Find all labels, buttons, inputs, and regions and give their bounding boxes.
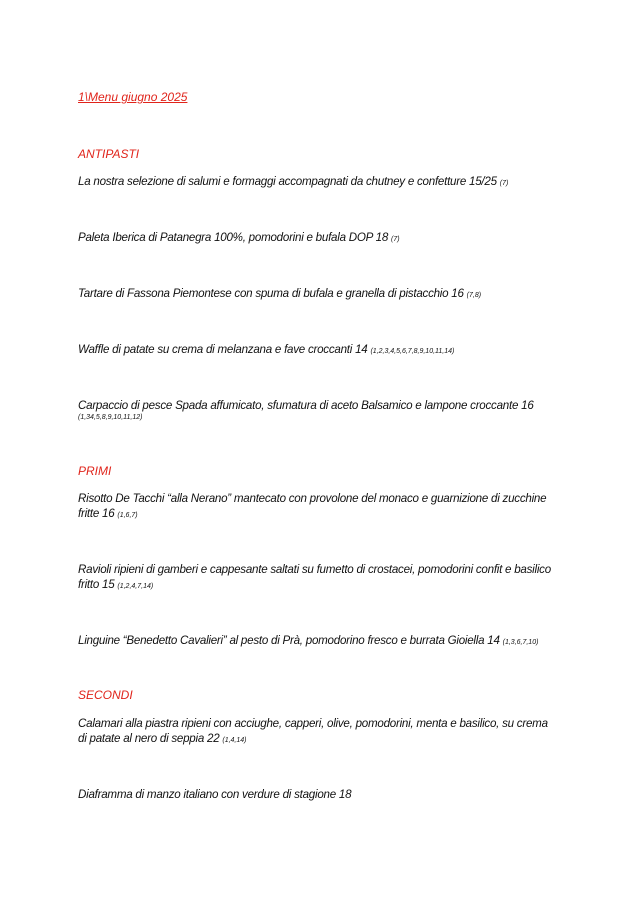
menu-item <box>78 230 568 247</box>
section-antipasti: ANTIPASTI <box>78 147 140 161</box>
item-text: Tartare di Fassona Piemontese con spuma di bufala e granella di pistacchio 16 <box>78 287 467 300</box>
menu-item <box>78 716 548 748</box>
menu-item <box>78 787 568 804</box>
item-allergens: (7) <box>499 180 509 187</box>
menu-item <box>78 174 568 191</box>
item-text: Ravioli ripieni di gamberi e cappesante saltati su fumetto di crostacei, pomodorini confit e basilico fritto 15 <box>78 563 551 591</box>
item-text: La nostra selezione di salumi e formaggi accompagnati da chutney e confetture 15/25 <box>78 175 500 188</box>
item-text: Paleta Iberica di Patanegra 100%, pomodorini e bufala DOP 18 <box>78 231 392 244</box>
item-text: Risotto De Tacchi “alla Nerano” mantecato con provolone del monaco e guarnizione di zucchine fritte 16 <box>78 492 547 520</box>
item-text: Linguine “Benedetto Cavalieri” al pesto di Prà, pomodorino fresco e burrata Gioiella 14 <box>78 634 503 647</box>
item-allergens: (1,2,4,7,14) <box>117 583 154 590</box>
item-allergens: (1,6,7) <box>117 512 138 519</box>
section-primi: PRIMI <box>78 464 112 478</box>
menu-item <box>78 562 568 594</box>
menu-item <box>78 491 568 523</box>
item-text: Waffle di patate su crema di melanzana e fave croccanti 14 <box>78 343 371 356</box>
menu-title: 1\Menu giugno 2025 <box>78 90 188 104</box>
item-allergens: (1,3,6,7,10) <box>502 639 539 646</box>
item-allergens: (1,34,5,8,9,10,11,12) <box>78 414 143 421</box>
item-text: Carpaccio di pesce Spada affumicato, sfumatura di aceto Balsamico e lampone croccante 16 <box>78 399 534 412</box>
menu-item <box>78 342 568 359</box>
item-text: Calamari alla piastra ripieni con acciughe, capperi, olive, pomodorini, menta e basilico, su crema di patate al nero di seppia 22 <box>78 717 548 745</box>
menu-item <box>78 286 568 303</box>
menu-item <box>78 633 568 650</box>
item-text: Diaframma di manzo italiano con verdure di stagione 18 <box>78 788 352 801</box>
item-allergens: (1,2,3,4,5,6,7,8,9,10,11,14) <box>370 348 455 355</box>
menu-item <box>78 398 568 422</box>
item-allergens: (7,8) <box>466 292 482 299</box>
section-secondi: SECONDI <box>78 688 133 702</box>
item-allergens: (7) <box>391 236 400 243</box>
item-allergens: (1,4,14) <box>222 737 247 744</box>
